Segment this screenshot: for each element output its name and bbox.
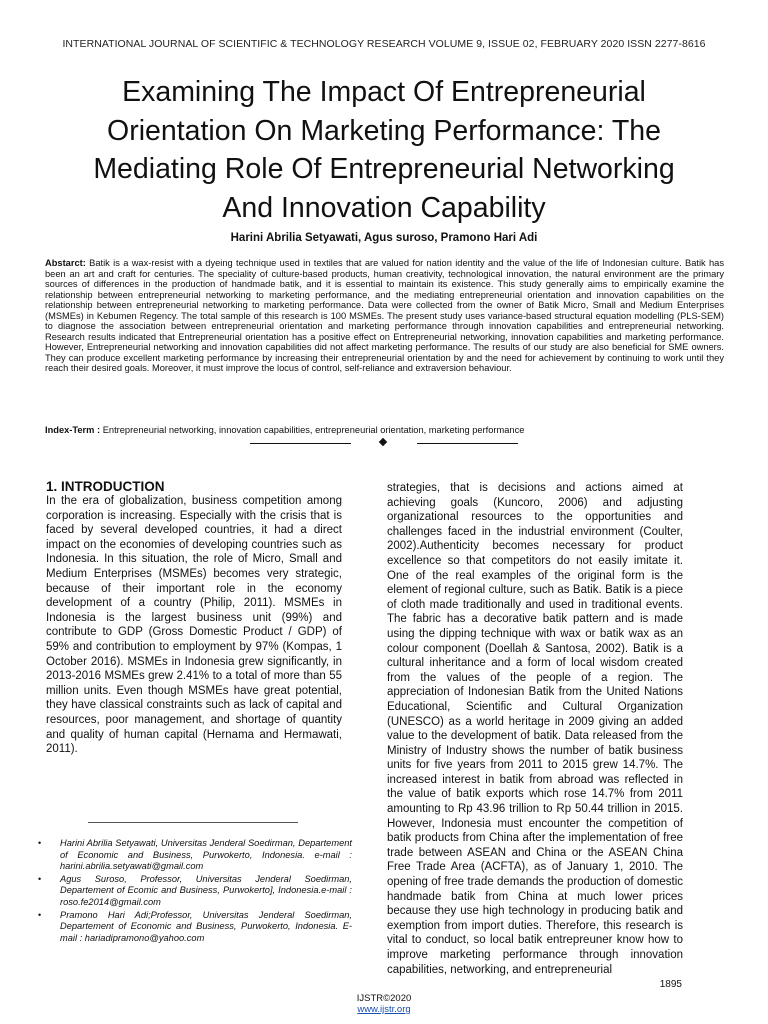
footer-copyright: IJSTR©2020 (356, 993, 412, 1004)
footnote-text: Harini Abrilia Setyawati, Universitas Jenderal Soedirman, Departement of Economic and Business, Purwokerto, Indonesia. e-mail : harini.abrilia.setyawati@gmail.com (60, 838, 352, 872)
section-separator (250, 437, 518, 449)
footnote-item (38, 874, 352, 909)
section-heading-introduction: 1. INTRODUCTION (46, 479, 165, 494)
author-footnotes (38, 838, 352, 945)
footnote-item (38, 838, 352, 873)
footnote-text: Pramono Hari Adi;Professor, Universitas Jenderal Soedirman, Departement of Economic and Business, Purwokerto, Indonesia. E-mail : hariadipramono@yahoo.com (60, 909, 352, 943)
footnote-item (38, 910, 352, 945)
title-line: And Innovation Capability (222, 191, 546, 224)
running-head: INTERNATIONAL JOURNAL OF SCIENTIFIC & TECHNOLOGY RESEARCH VOLUME 9, ISSUE 02, FEBRUARY 2020 ISSN 2277-8616 (62, 38, 706, 50)
bullet-icon: • (38, 873, 42, 884)
intro-right-column: strategies, that is decisions and actions aimed at achieving goals (Kuncoro, 2006) and adjusting organizational resources to the opportunities and challenges faced in the industrial environment (Coulter, 2002).Authenticity becomes necessary for product excellence so that competitors do not easily imitate it. One of the real examples of the original form is the element of regional culture, such as Batik. Batik is a piece of cloth made traditionally and used in traditional events. The fabric has a decorative batik pattern and is made using the dipping technique with wax or batik wax as an colour component (Doellah & Santosa, 2002). Batik is a cultural inheritance and a form of local wisdom created from the values of the people of a region. The appreciation of Indonesian Batik from the United Nations Educational, Scientific and Cultural Organization (UNESCO) as a world heritage in 2009 giving an added value to the development of batik. Data released from the Ministry of Industry shows the number of batik business units for five years from 2011 to 2015 grew 14.7%. The increased interest in batik from abroad was reflected in the value of batik exports which rose 14.7% from 2011 amounting to Rp 43.96 trillion to Rp 50.44 trillion in 2015. However, Indonesia must encounter the competition of batik products from China after the implementation of free trade between ASEAN and China or the ASEAN China Free Trade Area (ACFTA), as of January 1, 2010. The opening of free trade demands the production of domestic handmade batik from China at much lower prices because they use high technology in producing batik and exemption from import duties. Therefore, this research is vital to conduct, so local batik entrepreuner know how to improve marketing performance through innovation capabilities, networking, and entrepreneurial (387, 482, 683, 976)
index-terms (45, 425, 724, 436)
title-line: Mediating Role Of Entrepreneurial Networking (93, 153, 675, 185)
separator-line-left (250, 443, 351, 444)
title-line: Examining The Impact Of Entrepreneurial (122, 76, 646, 108)
page-footer (0, 993, 768, 1015)
footer-website-link[interactable]: www.ijstr.org (357, 1004, 411, 1015)
diamond-icon (379, 438, 387, 446)
bullet-icon: • (38, 838, 42, 848)
paper-title (40, 73, 728, 227)
bullet-icon: • (38, 909, 42, 920)
footnote-text: Agus Suroso, Professor, Universitas Jenderal Soedirman, Departement of Ecomic and Business, Purwokerto], Indonesia.e-mail : roso.fe2014@gmail.com (60, 873, 352, 907)
title-line: Orientation On Marketing Performance: The (107, 114, 661, 147)
intro-left-column: In the era of globalization, business competition among corporation is increasing. Especially with the crisis that is faced by several developed countries, it had a direct impact on the economies of developing countries such as Indonesia. In this situation, the role of Micro, Small and Medium Enterprises (MSMEs) becomes very strategic, because of their important role in the economy development of a country (Philip, 2011). MSMEs in Indonesia is the largest business unit (99%) and contribute to GDP (Gross Domestic Product / GDP) of 59% and contribution to employment by 97% (Kompas, 1 October 2016). MSMEs in Indonesia grew significantly, in 2013-2016 MSMEs grew 2.41% to a total of more than 55 million units. Even though MSMEs have great potential, they have classical constraints such as lack of capital and resources, poor management, and shortage of quantity and quality of human capital (Hernama and Hermawati, 2011). (46, 495, 342, 756)
abstract (45, 258, 724, 374)
author-list: Harini Abrilia Setyawati, Agus suroso, Pramono Hari Adi (230, 232, 538, 244)
page-number: 1895 (659, 979, 682, 990)
index-term-label: Index-Term : (45, 425, 101, 435)
index-term-text: Entrepreneurial networking, innovation capabilities, entrepreneurial orientation, marketing performance (100, 425, 525, 435)
abstract-text: Batik is a wax-resist with a dyeing technique used in textiles that are valued for nation identity and the value of the life of Indonesian culture. Batik has been an art and craft for centuries. The speciality of culture-based products, human creativity, technological innovation, the natural environment are the primary sources of differences in the production of handmade batik, and it is essential to maintain its existence. This study generally aims to empirically examine the relationship between entrepreneurial networking to marketing performance, and the mediating entrepreneurial orientation and innovation capabilities on the relationship between entrepreneurial networking to marketing performance. Data were collected from the owner of Batik Micro, Small and Medium Enterprises (MSMEs) in Kebumen Regency. The total sample of this research is 100 MSMEs. The present study uses variance-based structural equation modelling (PLS-SEM) to diagnose the association between entrepreneurial orientation and marketing performance through innovation capabilities and entrepreneurial networking. Research results indicated that Entrepreneurial orientation has a positive effect on Entrepreneurial networking, innovation capabilities and marketing performance. However, Entrepreneurial networking and innovation capabilities did not affect marketing performance. The results of our study are also beneficial for SME owners. They can produce excellent marketing performance by increasing their entrepreneurial orientation by and the need for achievement by continuing to work until they reach their desired goals. Moreover, it must improve the locus of control, self-reliance and extraversion behaviour. (45, 258, 724, 373)
footnote-rule (88, 822, 298, 823)
separator-line-right (417, 443, 518, 444)
abstract-label: Abstarct: (45, 258, 86, 268)
